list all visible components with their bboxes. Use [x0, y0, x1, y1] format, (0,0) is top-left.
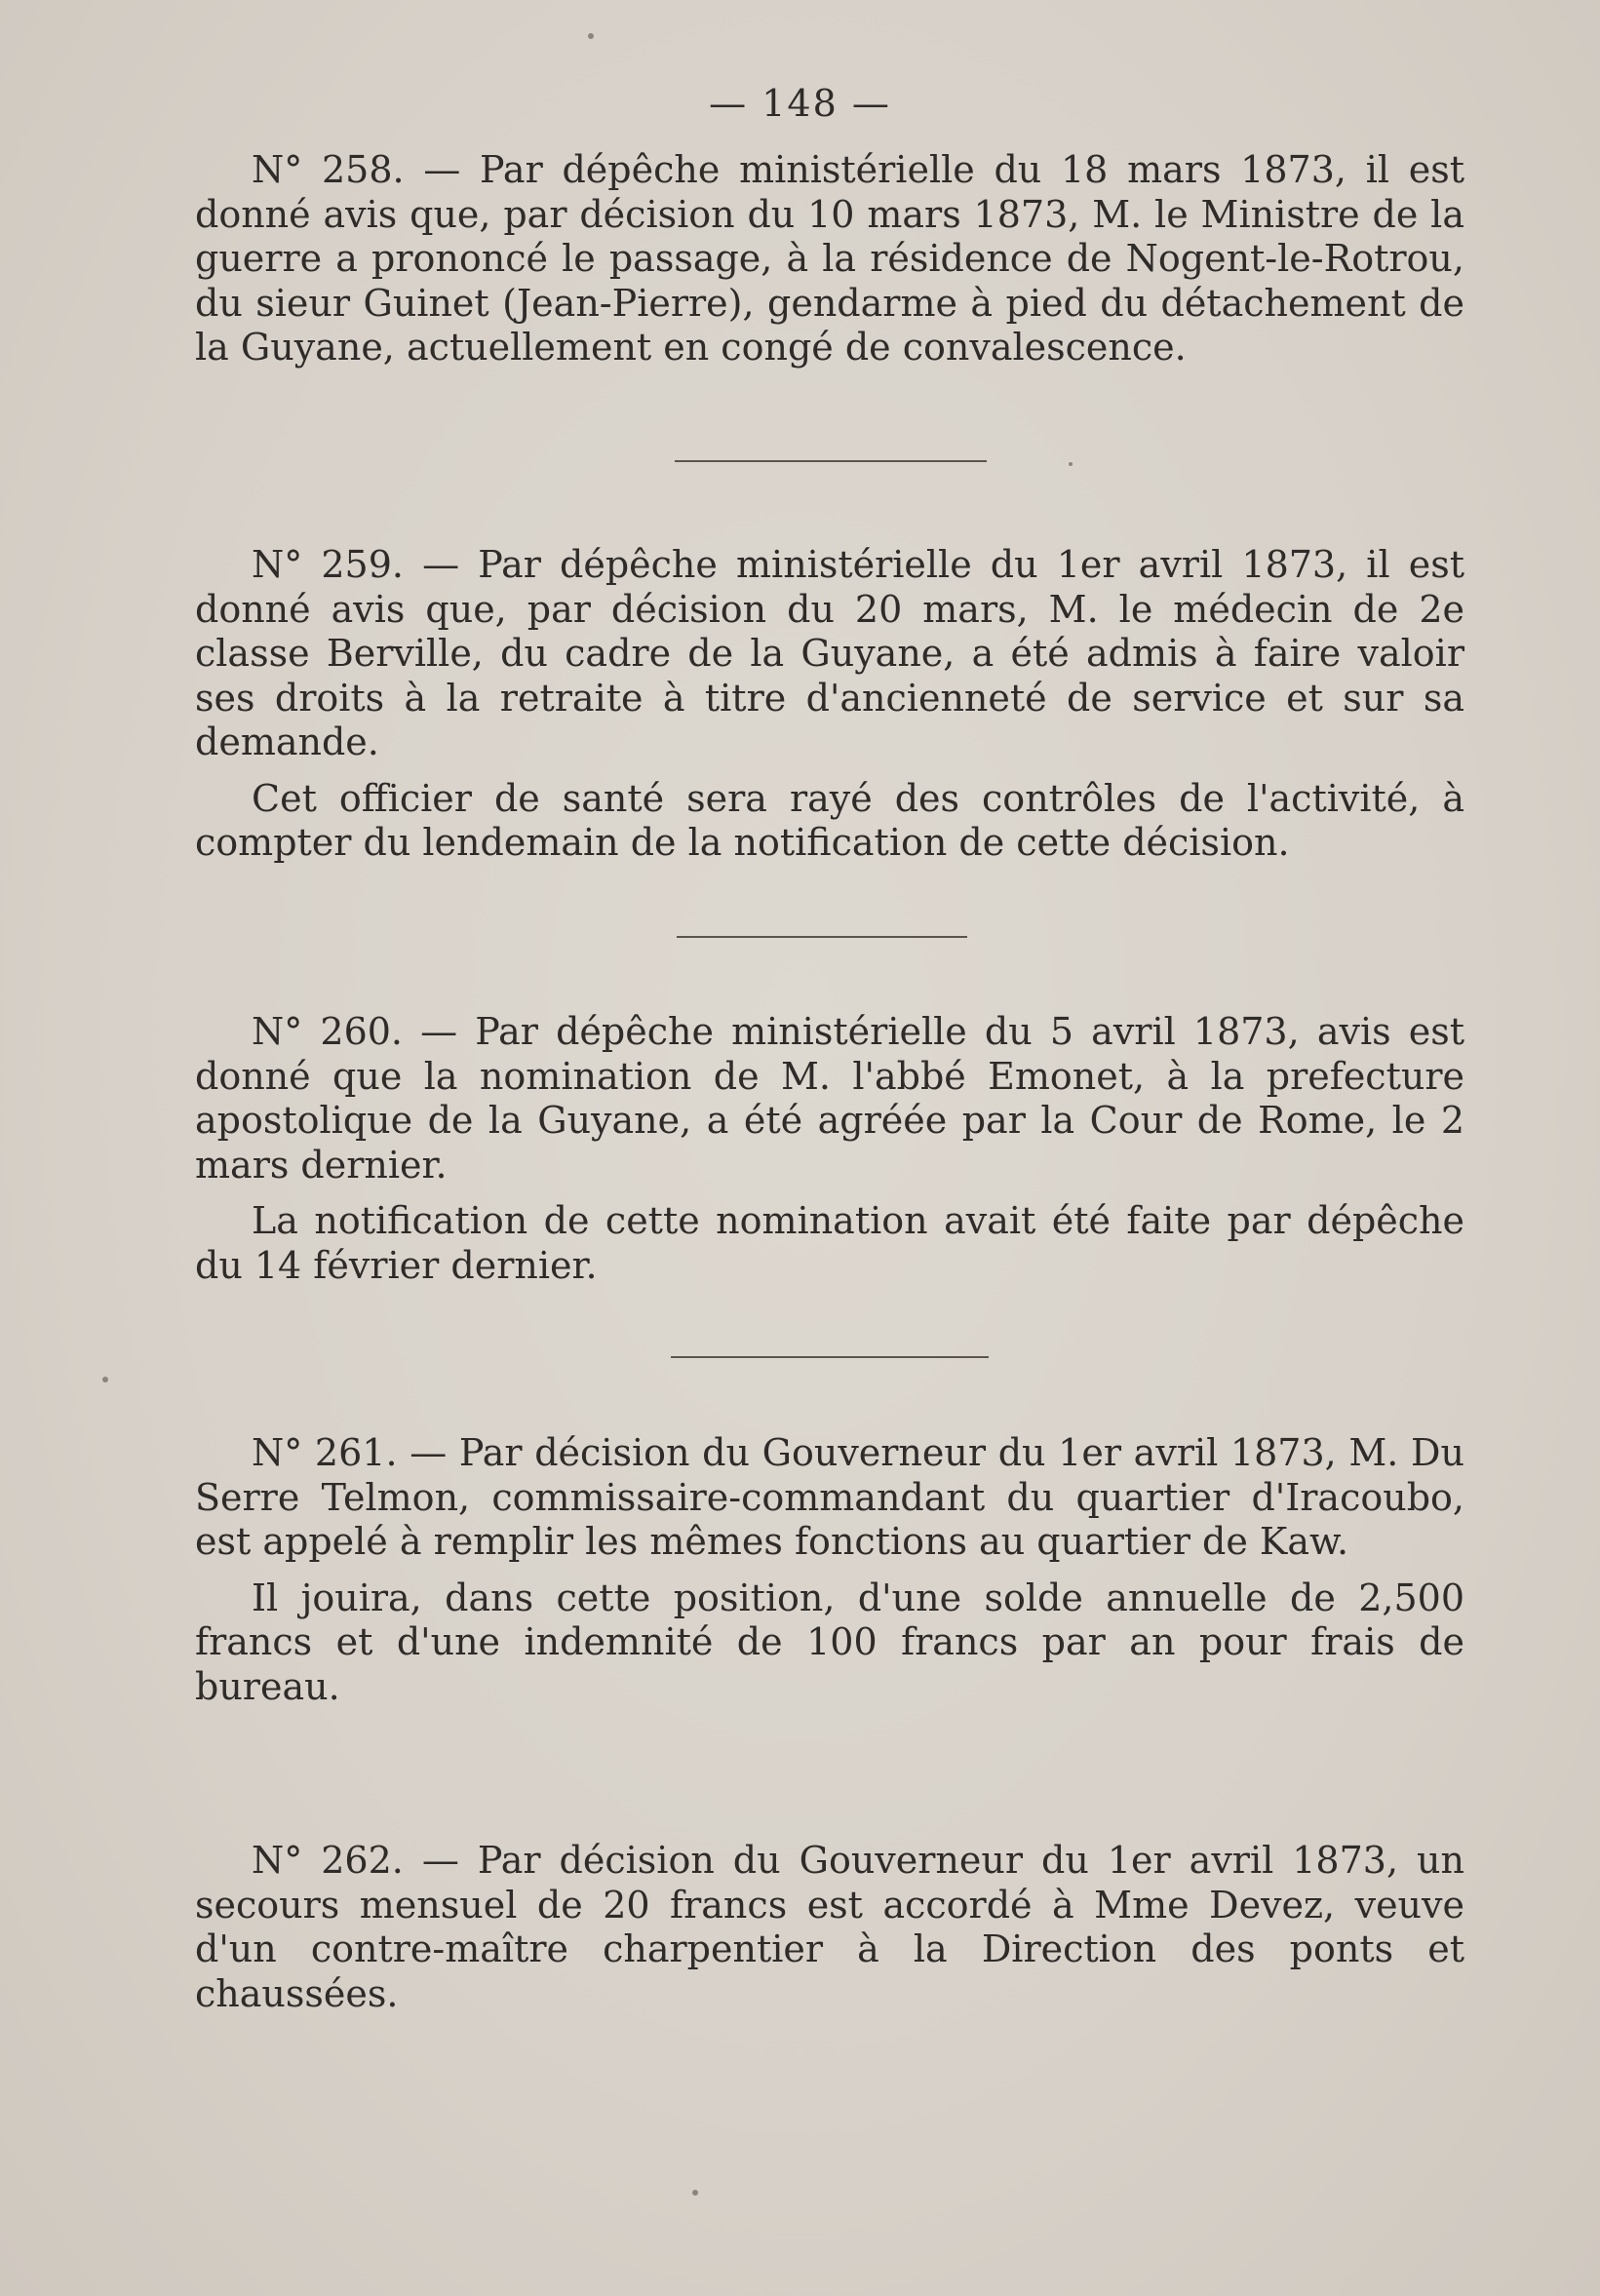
paper-speck: [692, 2190, 698, 2196]
entry-261-paragraph-1: N° 261. — Par décision du Gouverneur du 1er avril 1873, M. Du Serre Telmon, commissaire-commandant du quartier d'Iracoubo, est appelé à remplir les mêmes fonctions au quartier de Kaw.: [195, 1431, 1464, 1563]
entry-261-paragraph-2: Il jouira, dans cette position, d'une solde annuelle de 2,500 francs et d'une indemnité de 100 francs par an pour frais de bureau.: [195, 1576, 1464, 1708]
entry-260-paragraph-2: La notification de cette nomination avait été faite par dépêche du 14 février dernier.: [195, 1199, 1464, 1287]
entry-261: [195, 1431, 1464, 1721]
entry-259-paragraph-2: Cet officier de santé sera rayé des contrôles de l'activité, à compter du lendemain de la notification de cette décision.: [195, 776, 1464, 864]
entry-258-paragraph-1: N° 258. — Par dépêche ministérielle du 18 mars 1873, il est donné avis que, par décision du 10 mars 1873, M. le Ministre de la guerre a prononcé le passage, à la résidence de Nogent-le-Rotrou, du sieur Guinet (Jean-Pierre), gendarme à pied du détachement de la Guyane, actuellement en congé de convalescence.: [195, 148, 1464, 369]
entry-262: [195, 1839, 1464, 2028]
entry-260: [195, 1010, 1464, 1300]
entry-259: [195, 543, 1464, 877]
paper-speck: [588, 33, 594, 39]
section-divider: [675, 460, 987, 462]
entry-260-paragraph-1: N° 260. — Par dépêche ministérielle du 5 avril 1873, avis est donné que la nomination de M. l'abbé Emonet, à la prefecture apostolique de la Guyane, a été agréée par la Cour de Rome, le 2 mars dernier.: [195, 1010, 1464, 1187]
section-divider: [677, 936, 967, 938]
entry-258: [195, 148, 1464, 382]
entry-259-paragraph-1: N° 259. — Par dépêche ministérielle du 1er avril 1873, il est donné avis que, par décision du 20 mars, M. le médecin de 2e classe Berville, du cadre de la Guyane, a été admis à faire valoir ses droits à la retraite à titre d'ancienneté de service et sur sa demande.: [195, 543, 1464, 763]
paper-speck: [1069, 462, 1073, 466]
section-divider: [671, 1356, 989, 1358]
paper-speck: [102, 1377, 108, 1382]
page-number-header: — 148 —: [709, 82, 891, 125]
entry-262-paragraph-1: N° 262. — Par décision du Gouverneur du 1er avril 1873, un secours mensuel de 20 francs est accordé à Mme Devez, veuve d'un contre-maître charpentier à la Direction des ponts et chaussées.: [195, 1839, 1464, 2015]
